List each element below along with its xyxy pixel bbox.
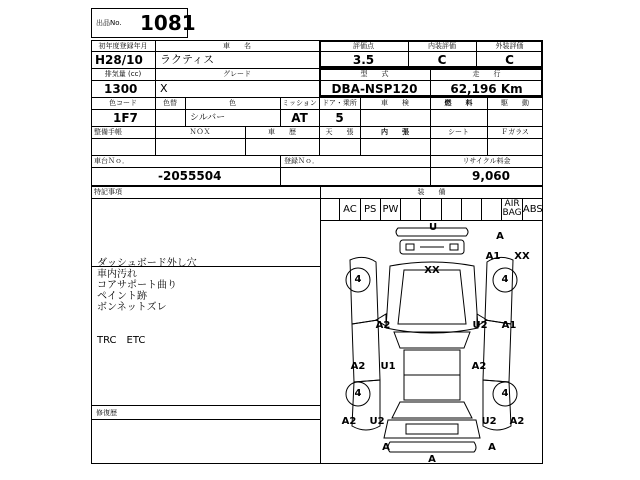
lot-number-box bbox=[91, 8, 196, 38]
lot-number-label: 出品No. bbox=[96, 19, 122, 27]
sunroof-label: 天 張 bbox=[325, 128, 354, 136]
damage-mark: A2 bbox=[509, 416, 525, 427]
doors-label: ドア・乗所 bbox=[322, 99, 357, 107]
interior-lining-label: 内 張 bbox=[381, 128, 409, 136]
reg-date-value: H28/10 bbox=[95, 53, 143, 67]
fuel-label: 燃 料 bbox=[444, 99, 473, 107]
damage-mark: A2 bbox=[350, 361, 366, 372]
color-value: シルバー bbox=[190, 113, 226, 123]
equipment-row bbox=[320, 198, 543, 220]
model-label: 型 式 bbox=[360, 70, 389, 78]
equipment-cell bbox=[401, 198, 421, 220]
damage-mark: A2 bbox=[471, 361, 487, 372]
glass-label: Ｆガラス bbox=[501, 128, 529, 136]
note-line: ペイント跡 bbox=[97, 291, 147, 302]
drive-label: 駆 動 bbox=[501, 99, 529, 107]
chassis-label: 車台Ｎｏ． bbox=[94, 157, 129, 165]
damage-mark: A bbox=[496, 231, 504, 242]
model-value: DBA-NSP120 bbox=[331, 82, 418, 96]
equipment-cell bbox=[442, 198, 462, 220]
damage-mark: A2 bbox=[375, 320, 391, 331]
transmission-value: AT bbox=[291, 111, 308, 125]
mileage-value: 62,196 Km bbox=[450, 82, 523, 96]
damage-mark: 4 bbox=[354, 388, 362, 399]
notes-panel bbox=[91, 186, 321, 464]
doors-value: 5 bbox=[335, 111, 344, 125]
note-extra: TRC ETC bbox=[97, 335, 146, 346]
score-value: 3.5 bbox=[352, 53, 375, 67]
damage-mark: A2 bbox=[341, 416, 357, 427]
transmission-label: ミッション bbox=[282, 99, 317, 107]
color-code-label: 色コード bbox=[109, 99, 137, 107]
damage-mark: A bbox=[488, 442, 496, 453]
damage-mark: 4 bbox=[501, 388, 509, 399]
equipment-cell bbox=[320, 198, 340, 220]
reg-no-label: 登録Ｎｏ． bbox=[284, 157, 319, 165]
displacement-label: 排気量 (cc) bbox=[104, 70, 142, 78]
color-label: 色 bbox=[229, 99, 236, 107]
grade-label: グレード bbox=[223, 70, 251, 78]
nox-label: ＮＯＸ bbox=[189, 128, 211, 136]
note-line: コアサポート曲り bbox=[97, 280, 177, 291]
damage-mark: A bbox=[428, 454, 436, 465]
damage-mark: 4 bbox=[501, 274, 509, 285]
equipment-cell: PS bbox=[361, 198, 381, 220]
equipment-label: 装 備 bbox=[417, 188, 446, 196]
seat-label: シート bbox=[448, 128, 469, 136]
history-label: 車 歴 bbox=[268, 128, 296, 136]
grade-value: X bbox=[160, 82, 168, 95]
interior-score-label: 内装評価 bbox=[428, 42, 456, 50]
chassis-value: -2055504 bbox=[158, 169, 222, 183]
equipment-cell bbox=[462, 198, 482, 220]
damage-mark: U1 bbox=[380, 361, 396, 372]
color-change-label: 色替 bbox=[163, 99, 177, 107]
damage-mark: 4 bbox=[354, 274, 362, 285]
damage-mark: XX bbox=[514, 251, 530, 262]
equipment-cell: ABS bbox=[522, 203, 543, 215]
exterior-score-label: 外装評価 bbox=[495, 42, 524, 50]
damage-mark: A1 bbox=[501, 320, 517, 331]
car-name-label: 車 名 bbox=[223, 42, 251, 50]
damage-mark: A1 bbox=[485, 251, 501, 262]
damage-mark: U2 bbox=[472, 320, 488, 331]
recycle-label: リサイクル料金 bbox=[462, 157, 511, 165]
lot-number-value: 1081 bbox=[140, 11, 196, 35]
note-line: 車内汚れ bbox=[97, 269, 137, 280]
equipment-cell: AIR BAG bbox=[502, 199, 522, 218]
damage-mark: U2 bbox=[369, 416, 385, 427]
car-name-value: ラクティス bbox=[160, 53, 215, 66]
manual-label: 整備手帳 bbox=[94, 128, 122, 136]
equipment-cell bbox=[482, 198, 502, 220]
repair-history-label: 修復歴 bbox=[96, 409, 117, 417]
recycle-value: 9,060 bbox=[472, 169, 510, 183]
damage-mark: XX bbox=[424, 265, 440, 276]
interior-score-value: C bbox=[437, 53, 447, 67]
exterior-score-value: C bbox=[505, 53, 514, 67]
displacement-value: 1300 bbox=[104, 82, 138, 96]
reg-date-label: 初年度登録年月 bbox=[98, 42, 148, 50]
note-line: ダッシュボード外し穴 bbox=[97, 258, 197, 269]
note-line: ボンネットズレ bbox=[97, 302, 167, 313]
equipment-cell bbox=[421, 198, 441, 220]
equipment-cell: PW bbox=[381, 198, 401, 220]
mileage-label: 走 行 bbox=[472, 70, 501, 78]
color-code-value: 1F7 bbox=[113, 111, 138, 125]
score-label: 評価点 bbox=[353, 42, 374, 50]
damage-mark: U bbox=[428, 222, 438, 233]
notes-label: 特記事項 bbox=[94, 188, 122, 196]
equipment-cell: AC bbox=[340, 198, 360, 220]
damage-mark: A bbox=[382, 442, 390, 453]
inspection-label: 車 検 bbox=[381, 99, 409, 107]
damage-mark: U2 bbox=[481, 416, 497, 427]
